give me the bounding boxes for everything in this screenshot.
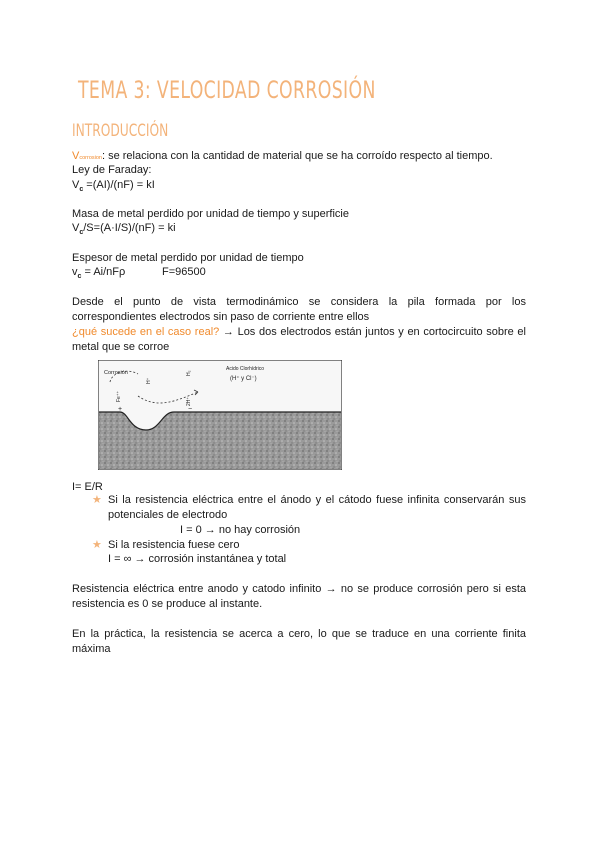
velocity-symbol: V (72, 150, 80, 162)
thickness-heading: Espesor de metal perdido por unidad de tiempo (72, 252, 304, 264)
section-heading: INTRODUCCIÓN (72, 121, 169, 141)
bullet-1-result: I = 0 → no hay corrosión (180, 524, 301, 536)
mass-eq-rest: /S=(A·I/S)/(nF) = ki (83, 222, 176, 234)
page-title: TEMA 3: VELOCIDAD CORROSIÓN (78, 76, 376, 104)
acid-label: Acido Clorhídrico (226, 366, 265, 372)
two-h-label: 2H⁺ (186, 396, 192, 406)
bullet-2-text: Si la resistencia fuese cero (108, 539, 240, 551)
faraday-constant: F=96500 (162, 266, 206, 278)
intro-sentence: : se relaciona con la cantidad de material que se ha corroído respecto al tiempo. (101, 150, 493, 162)
corrosion-label: Corrosión (104, 370, 128, 376)
faraday-eq-sub: c (79, 186, 84, 194)
mass-equation (72, 222, 176, 239)
real-case-paragraph (72, 325, 526, 355)
faraday-eq-rest: =(AI)/(nF) = kI (83, 179, 155, 191)
thickness-eq-rest: = Ai/nFρ (81, 266, 126, 278)
intro-line (72, 150, 493, 165)
velocity-subscript: corrosion (79, 155, 102, 161)
mass-eq-sub: c (79, 229, 84, 237)
h-ion-label: H⁺ (146, 377, 152, 384)
resistance-paragraph: Resistencia eléctrica entre anodo y catodo infinito → no se produce corrosión pero si esta resistencia es 0 se produce al instante. (72, 583, 526, 610)
faraday-heading: Ley de Faraday: (72, 164, 152, 176)
bullet-2-result: I = ∞ → corrosión instantánea y total (108, 553, 287, 565)
star-bullet-icon: ★ (92, 539, 102, 551)
real-case-answer: → Los dos electrodos están juntos y en cortocircuito sobre el metal que se corroe (72, 326, 526, 353)
mass-heading: Masa de metal perdido por unidad de tiempo y superficie (72, 208, 349, 220)
thickness-eq-symbol: v (72, 266, 78, 278)
real-case-question: ¿qué sucede en el caso real? (72, 326, 220, 338)
fe-ion-label: Fe⁺⁺ (116, 390, 122, 402)
thermo-paragraph: Desde el punto de vista termodinámico se considera la pila formada por los correspondientes electrodos sin paso de corriente entre ellos (72, 296, 526, 323)
faraday-eq-symbol: V (72, 179, 80, 191)
ohm-law: I= E/R (72, 481, 103, 493)
star-bullet-icon: ★ (92, 494, 102, 506)
mass-eq-symbol: V (72, 222, 80, 234)
cathode-minus: − (188, 406, 193, 413)
thickness-equation (72, 266, 125, 283)
anode-plus: + (118, 406, 123, 413)
thickness-eq-sub: c (77, 273, 82, 281)
corrosion-diagram (98, 360, 342, 470)
bullet-1-text: Si la resistencia eléctrica entre el ánodo y el cátodo fuese infinita conservarán sus potenciales de electrodo (108, 494, 526, 521)
practice-paragraph: En la práctica, la resistencia se acerca a cero, lo que se traduce en una corriente finita máxima (72, 628, 526, 655)
faraday-equation (72, 179, 155, 196)
h2-label: H₂ (186, 370, 192, 376)
ions-label: (H⁺ y Cl⁻) (230, 376, 257, 382)
